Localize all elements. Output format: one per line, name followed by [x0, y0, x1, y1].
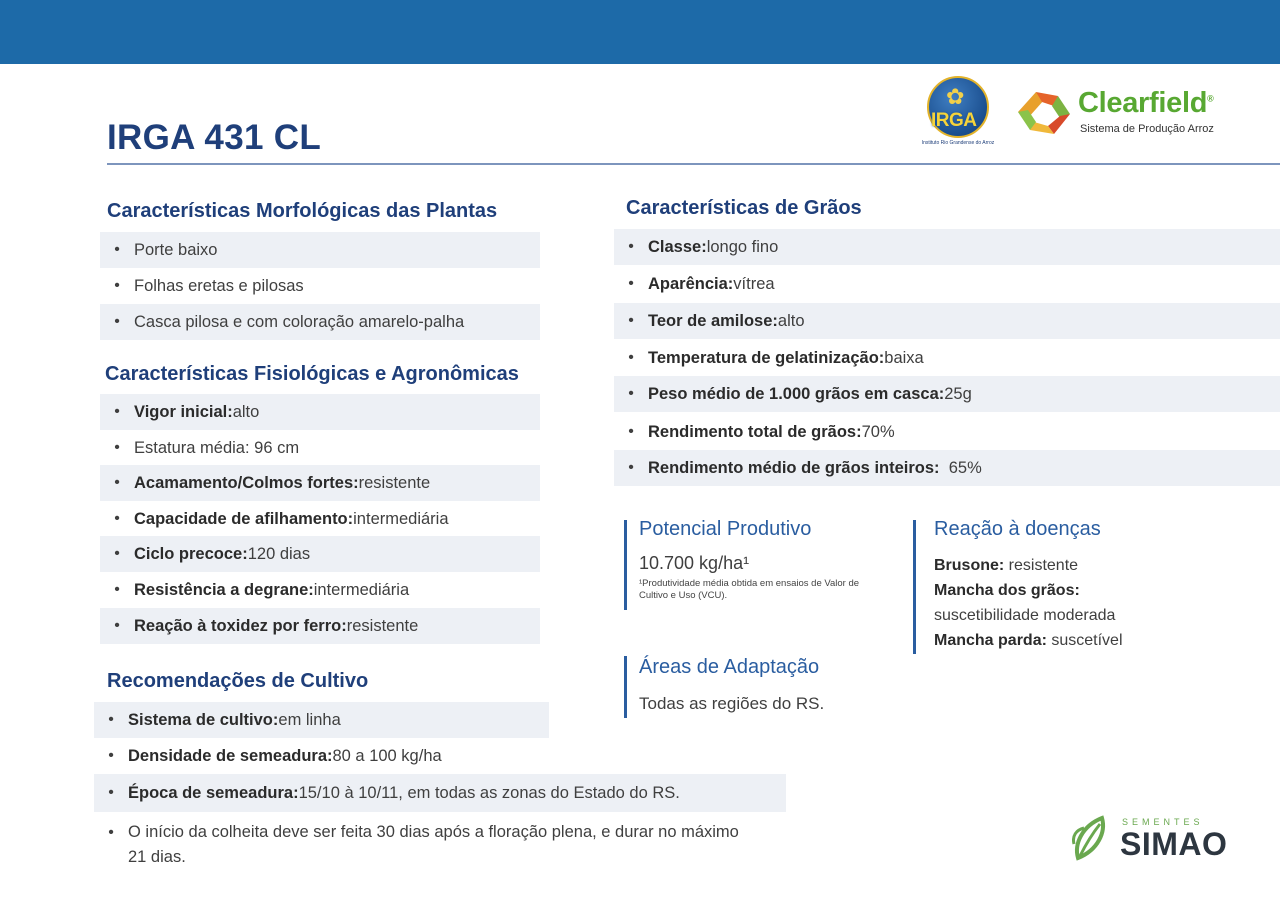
- morfologicas-title: Características Morfológicas das Plantas: [107, 200, 498, 222]
- item-label: Rendimento médio de grãos inteiros:: [648, 458, 940, 477]
- bullet-icon: •: [114, 403, 120, 420]
- item-value: resistente: [358, 473, 431, 492]
- graos-item: [614, 266, 1280, 302]
- item-label: Peso médio de 1.000 grãos em casca:: [648, 384, 945, 403]
- mancha-graos-value: suscetibilidade moderada: [934, 607, 1116, 624]
- clearfield-mark-icon: [1014, 86, 1072, 138]
- item-label: Rendimento total de grãos:: [648, 422, 862, 441]
- clearfield-name: Clearfield®: [1078, 87, 1214, 119]
- leaf-icon: [1072, 814, 1112, 864]
- item-label: Aparência:: [648, 274, 734, 293]
- item-value: intermediária: [313, 580, 410, 599]
- bullet-icon: •: [114, 277, 120, 294]
- recomendacoes-item: [94, 820, 794, 870]
- areas-title: Áreas de Adaptação: [639, 656, 820, 678]
- sementes-simao-logo: [1072, 814, 1242, 866]
- item-value: alto: [232, 402, 260, 421]
- top-banner: [0, 0, 1280, 64]
- fisiologicas-item: [100, 465, 540, 501]
- item-value: Estatura média: 96 cm: [134, 438, 300, 457]
- item-value: vítrea: [733, 274, 775, 293]
- item-value: 120 dias: [247, 544, 311, 563]
- item-label: Temperatura de gelatinização:: [648, 348, 885, 367]
- bullet-icon: •: [114, 474, 120, 491]
- fisiologicas-item: [100, 608, 540, 644]
- item-label: Capacidade de afilhamento:: [134, 509, 354, 528]
- potencial-note: ¹Produtividade média obtida em ensaios de Valor de Cultivo e Uso (VCU).: [639, 578, 860, 601]
- item-value: em linha: [278, 710, 341, 729]
- item-label: Vigor inicial:: [134, 402, 233, 421]
- item-text: O início da colheita deve ser feita 30 dias após a floração plena, e durar no máximo 21 dias.: [128, 823, 739, 866]
- bullet-icon: •: [628, 349, 634, 366]
- simao-small-text: SEMENTES: [1122, 817, 1204, 827]
- graos-item: [614, 450, 1280, 486]
- item-value: baixa: [884, 348, 924, 367]
- recomendacoes-item: [94, 702, 549, 738]
- item-value: alto: [777, 311, 805, 330]
- areas-block: [624, 656, 874, 718]
- item-value: 80 a 100 kg/ha: [332, 746, 442, 765]
- graos-item: [614, 303, 1280, 339]
- morfologicas-item: [100, 304, 540, 340]
- fisiologicas-item: [100, 501, 540, 537]
- bullet-icon: •: [108, 747, 114, 764]
- bullet-icon: •: [114, 241, 120, 258]
- bullet-icon: •: [628, 275, 634, 292]
- recomendacoes-title: Recomendações de Cultivo: [107, 670, 369, 692]
- item-text: Casca pilosa e com coloração amarelo-palha: [134, 312, 465, 331]
- graos-title: Características de Grãos: [626, 197, 862, 219]
- bullet-icon: •: [108, 711, 114, 728]
- fisiologicas-item: [100, 394, 540, 430]
- graos-item: [614, 229, 1280, 265]
- morfologicas-item: [100, 268, 540, 304]
- item-label: Densidade de semeadura:: [128, 746, 333, 765]
- item-value: 25g: [944, 384, 972, 403]
- bullet-icon: •: [114, 510, 120, 527]
- item-value: intermediária: [353, 509, 449, 528]
- fisiologicas-item: [100, 430, 540, 466]
- bullet-icon: •: [628, 238, 634, 255]
- bullet-icon: •: [114, 581, 120, 598]
- item-text: Folhas eretas e pilosas: [134, 276, 304, 295]
- simao-brand-text: SIMAO: [1120, 826, 1228, 862]
- doencas-title: Reação à doenças: [934, 518, 1101, 540]
- mancha-parda-label: Mancha parda:: [934, 632, 1047, 649]
- bullet-icon: •: [114, 439, 120, 456]
- page-title: IRGA 431 CL: [107, 118, 322, 157]
- bullet-icon: •: [628, 312, 634, 329]
- bullet-icon: •: [628, 459, 634, 476]
- bullet-icon: •: [114, 313, 120, 330]
- irga-logo: [918, 76, 998, 150]
- irga-logo-tagline: Instituto Rio Grandense do Arroz: [921, 140, 995, 146]
- brusone-label: Brusone:: [934, 557, 1005, 574]
- title-divider: [107, 163, 1280, 165]
- irga-logo-word: IRGA: [931, 110, 977, 131]
- fisiologicas-item: [100, 536, 540, 572]
- morfologicas-item: [100, 232, 540, 268]
- mancha-graos-label: Mancha dos grãos:: [934, 582, 1080, 599]
- item-label: Ciclo precoce:: [134, 544, 248, 563]
- item-label: Resistência a degrane:: [134, 580, 314, 599]
- item-value: 15/10 à 10/11, em todas as zonas do Estado do RS.: [298, 783, 680, 802]
- item-value: resistente: [346, 616, 419, 635]
- clearfield-logo: [1014, 86, 1244, 140]
- item-value: 70%: [861, 422, 895, 441]
- rice-grain-icon: ✿: [946, 84, 965, 109]
- item-label: Sistema de cultivo:: [128, 710, 279, 729]
- graos-item: [614, 414, 1280, 450]
- potencial-block: [624, 520, 874, 610]
- bullet-icon: •: [108, 824, 114, 841]
- doencas-block: [913, 520, 1213, 654]
- mancha-parda-value: suscetível: [1046, 632, 1123, 649]
- item-label: Acamamento/Colmos fortes:: [134, 473, 359, 492]
- fisiologicas-item: [100, 572, 540, 608]
- areas-value: Todas as regiões do RS.: [639, 694, 825, 713]
- item-text: Porte baixo: [134, 240, 218, 259]
- graos-item: [614, 376, 1280, 412]
- item-value: longo fino: [706, 237, 779, 256]
- bullet-icon: •: [628, 423, 634, 440]
- item-label: Teor de amilose:: [648, 311, 778, 330]
- potencial-title: Potencial Produtivo: [639, 518, 812, 540]
- brusone-line: [934, 553, 1213, 578]
- recomendacoes-item: [94, 774, 786, 812]
- item-label: Época de semeadura:: [128, 783, 299, 802]
- bullet-icon: •: [114, 617, 120, 634]
- bullet-icon: •: [108, 784, 114, 801]
- fisiologicas-title: Características Fisiológicas e Agronômicas: [105, 363, 519, 385]
- potencial-value: 10.700 kg/ha¹: [639, 553, 750, 573]
- recomendacoes-item: [94, 738, 549, 774]
- item-label: Reação à toxidez por ferro:: [134, 616, 347, 635]
- mancha-graos-line: [934, 578, 1213, 603]
- mancha-parda-line: [934, 628, 1213, 653]
- clearfield-subtitle: Sistema de Produção Arroz: [1080, 123, 1214, 135]
- graos-item: [614, 340, 1280, 376]
- brusone-value: resistente: [1004, 557, 1079, 574]
- bullet-icon: •: [628, 385, 634, 402]
- item-label: Classe:: [648, 237, 707, 256]
- item-value: 65%: [939, 458, 982, 477]
- bullet-icon: •: [114, 545, 120, 562]
